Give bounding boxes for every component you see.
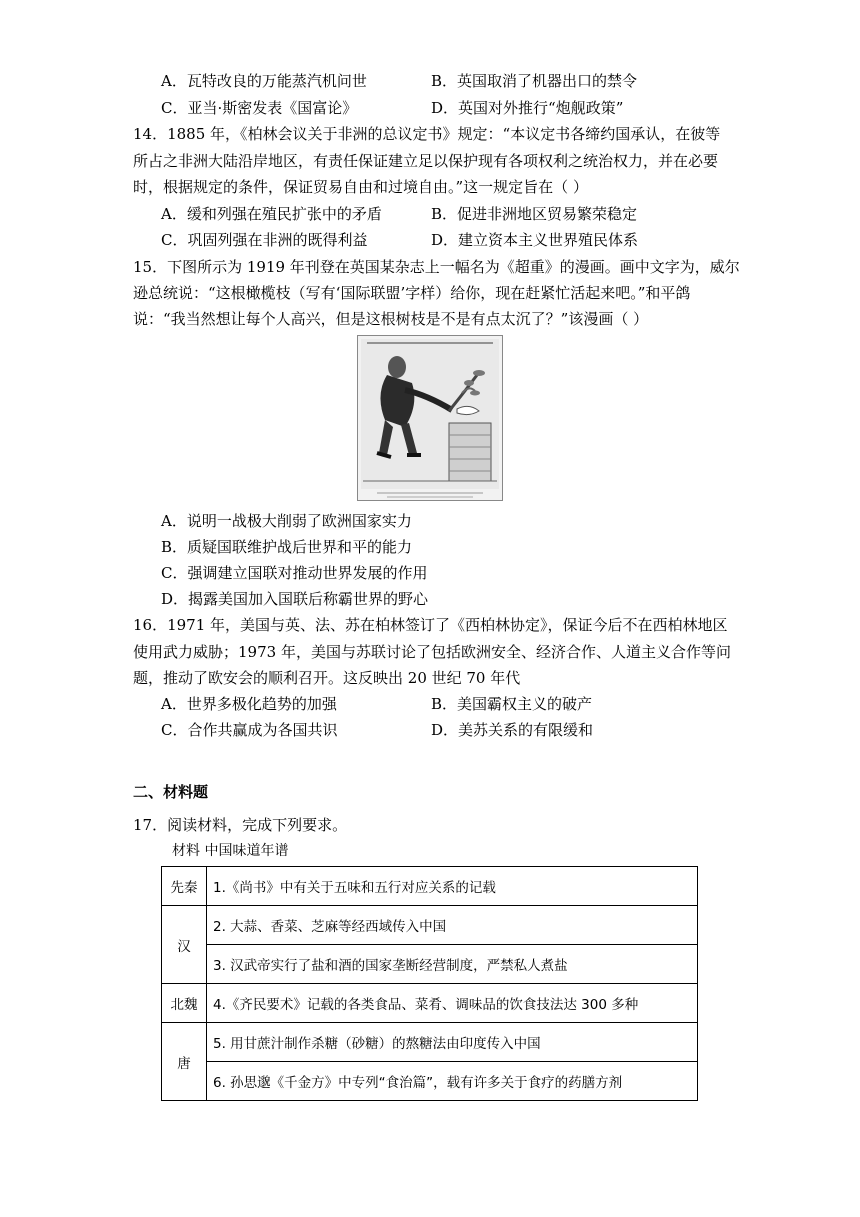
q16-option-a: A．世界多极化趋势的加强	[161, 695, 337, 713]
q14-stem-line-2: 所占之非洲大陆沿岸地区，有责任保证建立足以保护现有各项权利之统治权力，并在必要	[133, 152, 719, 170]
q16-stem-line-3: 题，推动了欧安会的顺利召开。这反映出 20 世纪 70 年代	[133, 669, 521, 687]
event-cell: 4.《齐民要术》记载的各类食品、菜肴、调味品的饮食技法达 300 多种	[207, 984, 698, 1023]
q16-option-d: D．美苏关系的有限缓和	[431, 721, 594, 739]
table-row	[162, 1023, 698, 1062]
q15-stem-line-3: 说：“我当然想让每个人高兴，但是这根树枝是不是有点太沉了？”该漫画（ ）	[133, 310, 649, 328]
era-cell: 北魏	[162, 984, 207, 1023]
q15-stem-line-1: 15．下图所示为 1919 年刊登在英国某杂志上一幅名为《超重》的漫画。画中文字为，威尔	[133, 258, 740, 276]
overweight-cartoon-image	[357, 335, 503, 501]
q14-option-c: C．巩固列强在非洲的既得利益	[161, 231, 368, 249]
era-cell: 汉	[162, 906, 207, 984]
section-title: 二、材料题	[133, 783, 209, 801]
q15-option-b: B．质疑国联维护战后世界和平的能力	[161, 538, 413, 556]
q15-option-c: C．强调建立国联对推动世界发展的作用	[161, 564, 428, 582]
q14-option-a: A．缓和列强在殖民扩张中的矛盾	[161, 205, 382, 223]
table-row	[162, 906, 698, 945]
table-row	[162, 1062, 698, 1101]
material-title: 材料 中国味道年谱	[172, 843, 289, 859]
q16-option-c: C．合作共赢成为各国共识	[161, 721, 338, 739]
q15-option-a: A．说明一战极大削弱了欧洲国家实力	[161, 512, 412, 530]
table-row	[162, 867, 698, 906]
q13-option-c: C．亚当·斯密发表《国富论》	[161, 99, 358, 117]
q16-stem-line-1: 16．1971 年，美国与英、法、苏在柏林签订了《西柏林协定》，保证今后不在西柏林地区	[133, 616, 728, 634]
q14-option-d: D．建立资本主义世界殖民体系	[431, 231, 639, 249]
event-cell: 1.《尚书》中有关于五味和五行对应关系的记载	[207, 867, 698, 906]
era-cell: 唐	[162, 1023, 207, 1101]
era-cell: 先秦	[162, 867, 207, 906]
event-cell: 2. 大蒜、香菜、芝麻等经西域传入中国	[207, 906, 698, 945]
q17-prompt: 17．阅读材料，完成下列要求。	[133, 816, 348, 834]
event-cell: 5. 用甘蔗汁制作杀糖（砂糖）的熬糖法由印度传入中国	[207, 1023, 698, 1062]
chronology-table	[161, 866, 698, 1101]
table-row	[162, 945, 698, 984]
q14-stem-line-3: 时，根据规定的条件，保证贸易自由和过境自由。”这一规定旨在（ ）	[133, 178, 588, 196]
event-cell: 3. 汉武帝实行了盐和酒的国家垄断经营制度，严禁私人煮盐	[207, 945, 698, 984]
q13-option-b: B．英国取消了机器出口的禁令	[431, 72, 638, 90]
table-row	[162, 984, 698, 1023]
event-cell: 6. 孙思邈《千金方》中专列“食治篇”，载有许多关于食疗的药膳方剂	[207, 1062, 698, 1101]
q13-option-a: A．瓦特改良的万能蒸汽机问世	[161, 72, 367, 90]
q16-option-b: B．美国霸权主义的破产	[431, 695, 593, 713]
q14-stem-line-1: 14．1885 年，《柏林会议关于非洲的总议定书》规定：“本议定书各缔约国承认，在彼等	[133, 125, 721, 143]
q14-option-b: B．促进非洲地区贸易繁荣稳定	[431, 205, 638, 223]
q13-option-d: D．英国对外推行“炮舰政策”	[431, 99, 624, 117]
q15-option-d: D．揭露美国加入国联后称霸世界的野心	[161, 590, 429, 608]
q15-stem-line-2: 逊总统说：“这根橄榄枝（写有‘国际联盟’字样）给你，现在赶紧忙活起来吧。”和平鸽	[133, 284, 691, 302]
q16-stem-line-2: 使用武力威胁；1973 年，美国与苏联讨论了包括欧洲安全、经济合作、人道主义合作等问	[133, 643, 731, 661]
